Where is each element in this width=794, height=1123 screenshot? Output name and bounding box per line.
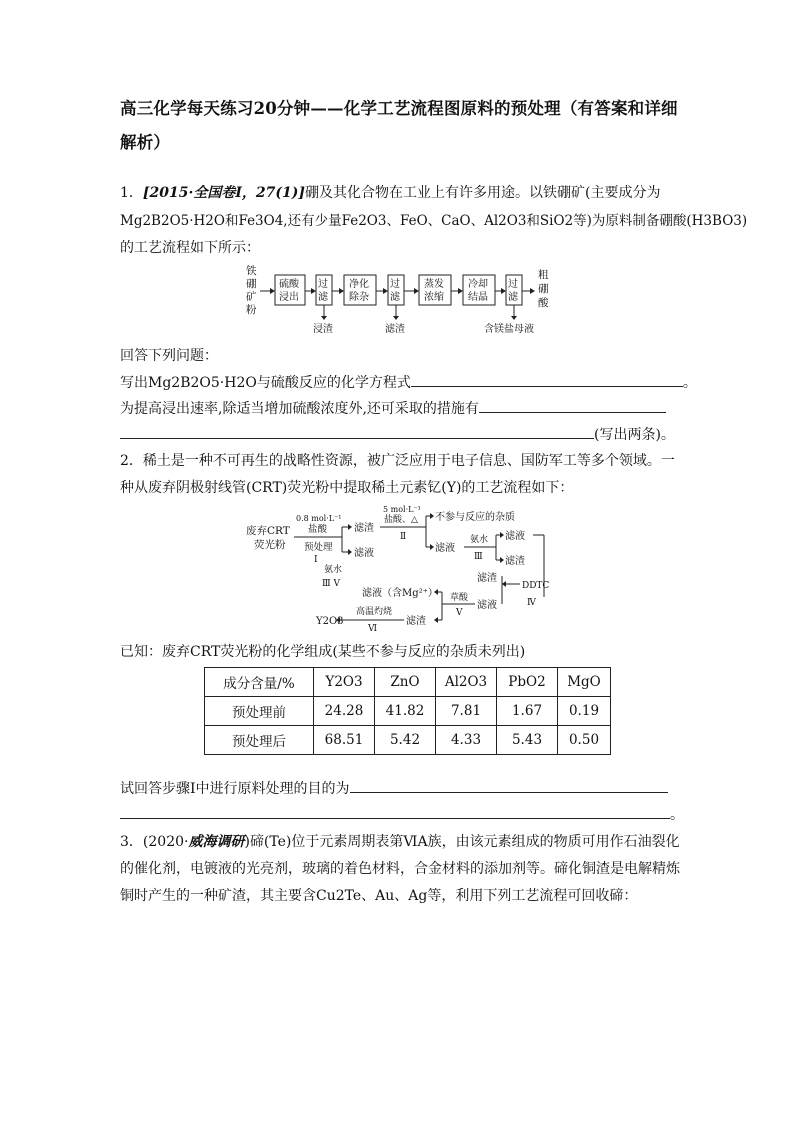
q1-out-mother-liquor: 含镁盐母液 — [484, 324, 534, 335]
svg-text:蒸发浓缩: 蒸发浓缩 — [424, 279, 444, 303]
q2-acid-conc: 0.8 mol·L⁻¹ — [296, 514, 342, 523]
q1-question-b-cont — [120, 423, 675, 446]
q1-number: 1． — [120, 185, 143, 201]
q2-filtrate-3: 滤液 — [505, 531, 525, 542]
table-cell: 24.28 — [314, 697, 375, 726]
q1-question-b — [120, 397, 666, 420]
svg-text:粗: 粗 — [538, 269, 549, 281]
q2-oxalic: 草酸 — [450, 593, 469, 603]
q2-filtrate-1: 滤液 — [354, 548, 374, 559]
q2-step1: Ⅰ — [314, 555, 318, 565]
q2-composition-table — [204, 667, 611, 755]
q1-line1 — [120, 182, 661, 204]
q2-line2: 种从废弃阴极射线管(CRT)荧光粉中提取稀土元素钇(Y)的工艺流程如下： — [120, 480, 574, 496]
table-cell: 0.19 — [558, 697, 611, 726]
table-header-row — [205, 668, 611, 697]
q2-question-text: 试回答步骤Ⅰ中进行原料处理的目的为 — [120, 781, 350, 797]
q1-start-label — [246, 264, 257, 316]
q1-source: [2015·全国卷Ⅰ，27(1)] — [142, 185, 306, 201]
q2-step5: Ⅴ — [456, 608, 463, 618]
table-header-cell: Y2O3 — [314, 668, 375, 697]
q1-line2: Mg2B2O5·H2O和Fe3O4,还有少量Fe2O3、FeO、CaO、Al2O3和SiO2等)为原料制备硼酸(H3BO3) — [120, 213, 748, 229]
svg-text:矿: 矿 — [246, 291, 257, 303]
svg-text:铁: 铁 — [246, 265, 257, 277]
table-cell: 68.51 — [314, 726, 375, 755]
table-header-cell: PbO2 — [497, 668, 558, 697]
table-header-cell: 成分含量/% — [205, 668, 314, 697]
svg-text:硼: 硼 — [538, 283, 549, 295]
q2-answer-blank-1[interactable] — [350, 777, 668, 793]
q2-filtrate-2: 滤液 — [435, 543, 455, 554]
q2-known: 已知：废弃CRT荧光粉的化学组成(某些不参与反应的杂质未列出) — [120, 644, 526, 660]
q3-line1 — [120, 831, 680, 853]
q1-box-leach-label: 硫酸浸出 — [279, 279, 299, 303]
q2-acid: 盐酸 — [308, 524, 328, 535]
q3-line1-text: 碲(Te)位于元素周期表第ⅥA族，由该元素组成的物质可用作石油裂化 — [249, 834, 680, 850]
q2-start-1: 废弃CRT — [246, 525, 290, 537]
svg-text:净化除杂: 净化除杂 — [349, 279, 369, 303]
q1-line1-text: 硼及其化合物在工业上有许多用途。以铁硼矿(主要成分为 — [305, 185, 661, 201]
q1-question-a-text: 写出Mg2B2O5·H2O与硫酸反应的化学方程式 — [120, 375, 411, 391]
q2-flowchart — [244, 502, 564, 632]
q1-question-a — [120, 371, 697, 394]
q1-out-residue2: 滤渣 — [385, 324, 405, 335]
svg-text:酸: 酸 — [538, 297, 549, 309]
q2-acid2-conc: 5 mol·L⁻¹ — [383, 505, 421, 514]
q2-residue-5: 滤渣 — [406, 616, 426, 627]
table-row — [205, 697, 611, 726]
q2-impurity: 不参与反应的杂质 — [435, 512, 515, 523]
q2-step4: Ⅳ — [527, 598, 536, 608]
table-row — [205, 726, 611, 755]
q2-ammonia: 氨水 — [470, 535, 489, 545]
q1-answer-b-blank-2[interactable] — [120, 423, 594, 439]
svg-text:过滤: 过滤 — [318, 279, 328, 303]
q2-dtc: DDTC — [522, 581, 550, 591]
table-cell: 5.43 — [497, 726, 558, 755]
q1-line3: 的工艺流程如下所示： — [120, 240, 260, 256]
q3-line3: 铜时产生的一种矿渣，其主要含Cu2Te、Au、Ag等，利用下列工艺流程可回收碲： — [120, 888, 638, 904]
q3-source-name: 威海调研 — [188, 834, 245, 850]
svg-text:冷却结晶: 冷却结晶 — [468, 279, 488, 303]
q2-question — [120, 777, 668, 800]
table-cell: 1.67 — [497, 697, 558, 726]
svg-text:粉: 粉 — [246, 304, 257, 316]
q2-residue-1: 滤渣 — [354, 523, 374, 534]
q2-product: Y2O3 — [316, 616, 344, 627]
q1-out-residue1: 浸渣 — [313, 324, 333, 335]
q2-number: 2． — [120, 453, 143, 469]
q3-source-post: ) — [244, 834, 250, 850]
q2-step6: Ⅵ — [368, 624, 378, 632]
q1-end-label — [538, 268, 549, 309]
q1-answer-b-blank-1[interactable] — [479, 397, 666, 413]
q2-question-end: 。 — [670, 807, 684, 823]
table-cell: 5.42 — [375, 726, 436, 755]
q1-question-b-end: (写出两条)。 — [594, 427, 675, 443]
q2-ammonia-2: 氨水 — [324, 565, 343, 575]
q2-acid2: 盐酸、△ — [384, 515, 418, 525]
q2-residue-3: 滤渣 — [505, 556, 525, 567]
q2-step3: Ⅲ — [474, 552, 483, 562]
q2-pretreat: 预处理 — [304, 542, 333, 553]
table-cell: 41.82 — [375, 697, 436, 726]
table-cell: 预处理前 — [205, 697, 314, 726]
q1-answer-prompt: 回答下列问题： — [120, 348, 218, 364]
q2-calcine: 高温灼烧 — [356, 607, 393, 617]
q3-line2: 的催化剂，电镀液的光亮剂，玻璃的着色材料，合金材料的添加剂等。碲化铜渣是电解精炼 — [120, 861, 680, 877]
table-cell: 预处理后 — [205, 726, 314, 755]
svg-text:硼: 硼 — [246, 278, 257, 290]
svg-text:过滤: 过滤 — [508, 279, 518, 303]
q1-question-a-end: 。 — [682, 375, 697, 391]
q2-line1-text: 稀土是一种不可再生的战略性资源，被广泛应用于电子信息、国防军工等多个领域。一 — [142, 453, 675, 469]
q2-mg-filtrate: 滤液（含Mg²⁺） — [362, 588, 438, 599]
table-header-cell: Al2O3 — [436, 668, 497, 697]
q2-start-2: 荧光粉 — [254, 539, 286, 551]
table-header-cell: MgO — [558, 668, 611, 697]
q1-question-b-text: 为提高浸出速率,除适当增加硫酸浓度外,还可采取的措施有 — [120, 401, 479, 417]
q2-residue-4: 滤渣 — [477, 573, 497, 584]
q3-number: 3． — [120, 834, 143, 850]
q1-answer-a-blank[interactable] — [411, 371, 683, 387]
table-cell: 7.81 — [436, 697, 497, 726]
q2-filtrate-4: 滤液 — [477, 600, 497, 611]
q2-step3v: Ⅲ Ⅴ — [322, 579, 341, 589]
page-title: 高三化学每天练习20分钟——化学工艺流程图原料的预处理（有答案和详细解析） — [120, 99, 678, 152]
svg-text:过滤: 过滤 — [390, 279, 400, 303]
q3-source-pre: (2020· — [142, 834, 189, 850]
q1-flowchart — [244, 262, 564, 337]
table-cell: 4.33 — [436, 726, 497, 755]
table-cell: 0.50 — [558, 726, 611, 755]
table-header-cell: ZnO — [375, 668, 436, 697]
q2-question-cont — [120, 803, 684, 826]
q2-step2: Ⅱ — [400, 532, 407, 542]
q2-line1 — [120, 450, 675, 472]
q2-answer-blank-2[interactable] — [120, 803, 670, 819]
